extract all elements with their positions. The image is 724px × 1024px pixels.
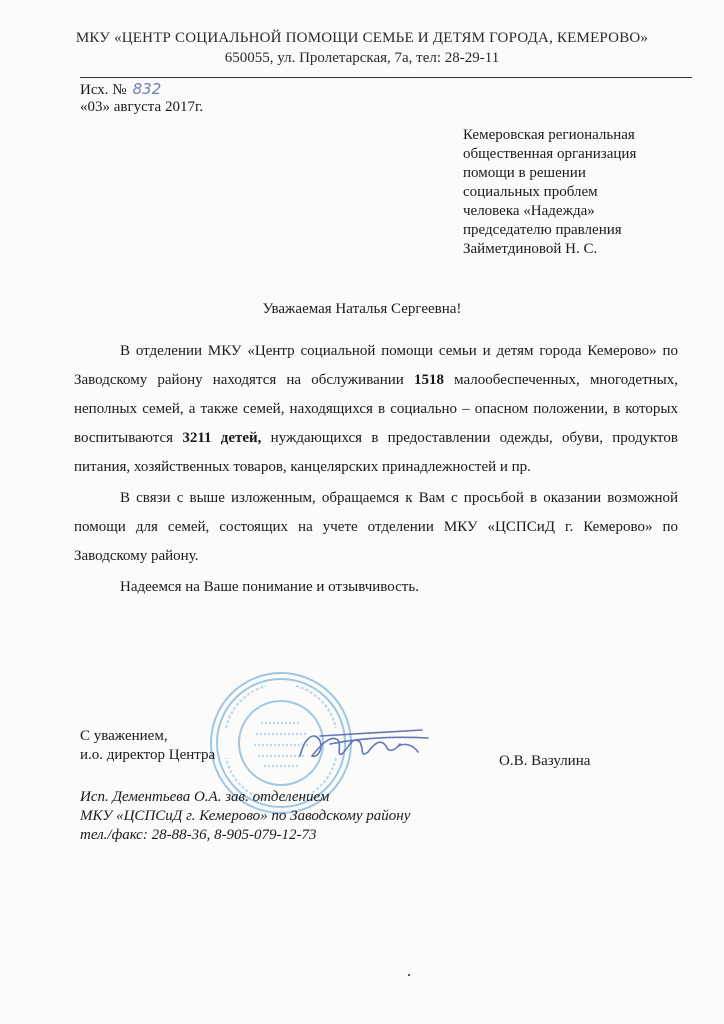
body-paragraph-3: Надеемся на Ваше понимание и отзывчивость.: [120, 579, 419, 595]
children-count: 3211 детей,: [182, 430, 262, 446]
scan-speck: [408, 974, 410, 976]
handwritten-number: 832: [132, 80, 162, 98]
families-count: 1518: [413, 372, 444, 388]
organization-address: 650055, ул. Пролетарская, 7а, тел: 28-29-11: [224, 50, 500, 66]
signer-name: О.В. Вазулина: [499, 753, 591, 769]
body-text-span: малообеспеченных, многодетных, неполных семей, а также семей, находящихся в социально – опасном положении, в которых воспитываются: [74, 372, 679, 446]
signer-position: и.о. директор Центра: [80, 747, 216, 763]
greeting: Уважаемая Наталья Сергеевна!: [262, 301, 462, 317]
addressee-line: социальных проблем: [463, 184, 598, 200]
closing-regards: С уважением,: [80, 728, 168, 744]
body-text-span: В отделении МКУ «Центр социальной помощи семьи и детям города Кемерово» по Заводскому району находятся на обслуживании: [74, 343, 678, 388]
executor-line: тел./факс: 28-88-36, 8-905-079-12-73: [80, 827, 317, 843]
organization-name: МКУ «ЦЕНТР СОЦИАЛЬНОЙ ПОМОЩИ СЕМЬЕ И ДЕТЯМ ГОРОДА, КЕМЕРОВО»: [75, 30, 649, 46]
addressee-line: человека «Надежда»: [463, 203, 595, 219]
executor-line: МКУ «ЦСПСиД г. Кемерово» по Заводскому району: [80, 808, 411, 824]
letter-body: [74, 337, 678, 602]
addressee-line: Кемеровская региональная: [463, 127, 635, 143]
body-text-span: нуждающихся в предоставлении одежды, обуви, продуктов питания, хозяйственных товаров, канцелярских принадлежностей и пр.: [74, 430, 678, 475]
addressee-line: помощи в решении: [463, 165, 586, 181]
signature-icon: [290, 716, 440, 776]
letter-date: «03» августа 2017г.: [80, 99, 204, 115]
body-paragraph-2: В связи с выше изложенным, обращаемся к Вам с просьбой в оказании возможной помощи для семей, состоящих на учете отделении МКУ «ЦСПСиД г. Кемерово» по Заводскому району.: [74, 490, 678, 564]
addressee-line: общественная организация: [463, 146, 637, 162]
header-divider: [80, 77, 692, 78]
outgoing-number: [80, 80, 161, 99]
addressee-line: Займетдиновой Н. С.: [463, 241, 598, 257]
executor-block: [80, 788, 410, 845]
addressee-block: [463, 126, 703, 259]
outgoing-label: Исх. №: [80, 82, 127, 98]
body-paragraph-1: [74, 337, 678, 482]
addressee-line: председателю правления: [463, 222, 622, 238]
executor-line: Исп. Дементьева О.А. зав. отделением: [80, 789, 330, 805]
